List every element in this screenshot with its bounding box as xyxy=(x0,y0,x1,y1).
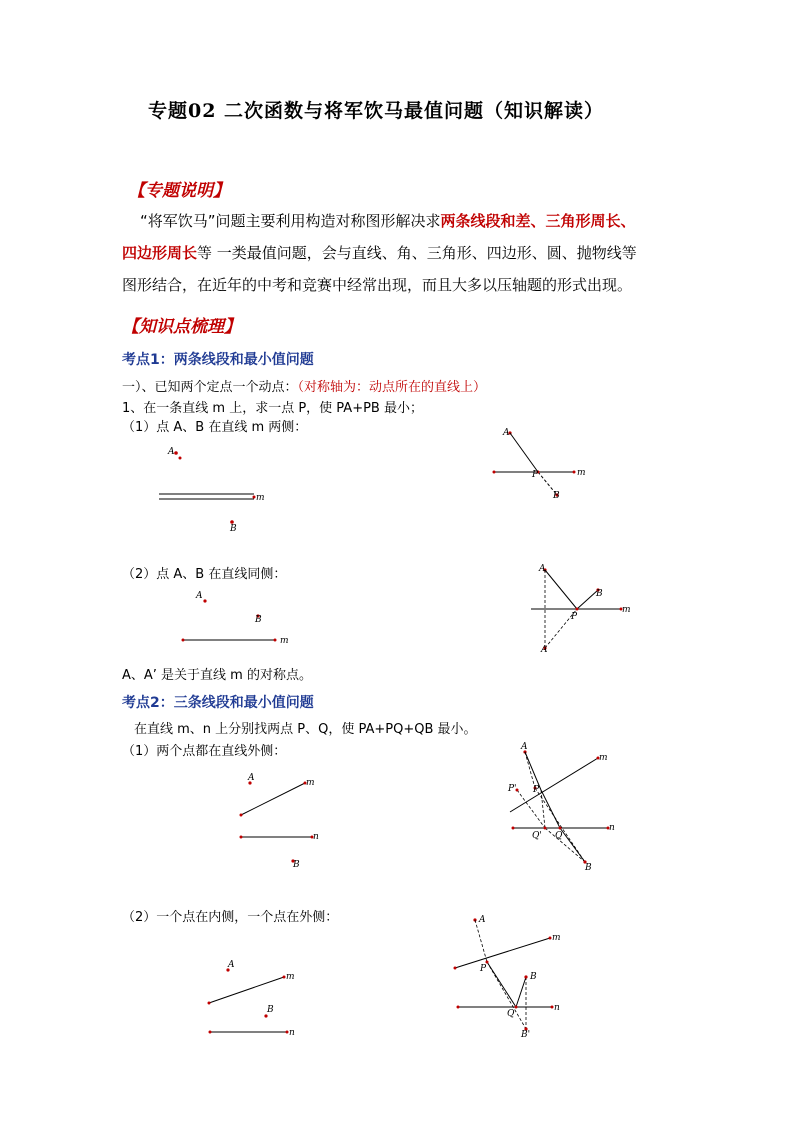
label-b: B xyxy=(596,589,603,599)
line-n-start-dot xyxy=(512,827,515,830)
point-q-dot xyxy=(515,1006,518,1009)
point1-sub2: 1、在一条直线 m 上，求一点 P，使 PA+PB 最小； xyxy=(122,401,423,416)
figure-inside-outside-solution xyxy=(450,910,580,1040)
figure-same-side-left xyxy=(175,585,305,650)
label-b: B xyxy=(230,524,237,534)
label-a: A xyxy=(539,564,546,574)
point1-sub1-text: 一）、已知两个定点一个动点： xyxy=(122,380,298,395)
label-n: n xyxy=(609,823,615,833)
point-p-dot xyxy=(576,608,579,611)
label-b: B xyxy=(293,860,300,870)
line-m xyxy=(241,783,305,815)
label-a: A xyxy=(168,447,175,457)
label-n: n xyxy=(289,1028,295,1038)
line-n-start-dot xyxy=(240,836,243,839)
label-q: Q xyxy=(507,1009,515,1019)
point-q-dot xyxy=(559,827,562,830)
label-m: m xyxy=(286,972,295,982)
segment-ap xyxy=(510,433,538,472)
line-n-start-dot xyxy=(209,1031,212,1034)
figure-opposite-sides-solution xyxy=(490,425,600,505)
figure-opposite-sides-left xyxy=(150,440,280,540)
label-b: B xyxy=(585,863,592,873)
figure-two-outside-solution xyxy=(505,740,635,875)
intro-line-3: 图形结合，在近年的中考和竞赛中经常出现，而且大多以压轴题的形式出现。 xyxy=(122,276,633,294)
label-p: P xyxy=(480,964,487,974)
point1-sub1 xyxy=(122,376,486,395)
label-b: B xyxy=(267,1005,274,1015)
label-b: B xyxy=(530,972,537,982)
label-a: A xyxy=(228,960,235,970)
label-a: A xyxy=(248,773,255,783)
line-m-start-dot xyxy=(182,639,185,642)
line-m xyxy=(455,938,550,968)
point-b-dot xyxy=(524,975,527,978)
label-m: m xyxy=(552,933,561,943)
intro-line-1-text: “将军饮马”问题主要利用构造对称图形解决求 xyxy=(140,212,441,230)
line-m-start-dot xyxy=(493,471,496,474)
point1-case1: （1）点 A、B 在直线 m 两侧： xyxy=(122,420,308,435)
label-p: P xyxy=(532,470,539,480)
label-a: A xyxy=(196,591,203,601)
point2-case2: （2）一个点在内侧，一个点在外侧： xyxy=(122,910,339,925)
label-a1: A xyxy=(541,645,548,655)
segment-q1b xyxy=(545,828,585,862)
label-q: Q xyxy=(555,831,563,841)
point1-case2: （2）点 A、B 在直线同侧： xyxy=(122,567,287,582)
label-p: P xyxy=(571,612,578,622)
label-b: B xyxy=(553,491,560,501)
point2-sub1: 在直线 m、n 上分别找两点 P、Q，使 PA+PQ+QB 最小。 xyxy=(134,722,477,737)
reflect-a xyxy=(525,752,535,788)
label-m: m xyxy=(622,605,631,615)
segment-pq xyxy=(541,790,560,828)
line-m xyxy=(510,758,598,812)
label-a: A xyxy=(503,428,510,438)
figure-two-outside-left xyxy=(235,770,335,870)
segment-p1q1 xyxy=(517,790,545,828)
figure-inside-outside-left xyxy=(200,960,310,1045)
segment-p1b xyxy=(535,788,585,862)
label-m: m xyxy=(306,778,315,788)
section-heading-topic: 【专题说明】 xyxy=(128,181,230,201)
point-a-dot xyxy=(203,599,206,602)
intro-line-1-highlight: 两条线段和差、三角形周长、 xyxy=(440,212,636,230)
intro-line-2-text: 等 一类最值问题，会与直线、角、三角形、四边形、圆、抛物线等 xyxy=(197,244,637,262)
label-b: B xyxy=(255,615,262,625)
point1-note: A、A’ 是关于直线 m 的对称点。 xyxy=(122,668,312,683)
segment-pq xyxy=(487,962,516,1007)
intro-line-2-highlight: 四边形周长 xyxy=(122,244,198,262)
segment-ap xyxy=(475,920,487,962)
point-q1-dot xyxy=(544,827,547,830)
line-m-end-dot xyxy=(274,639,277,642)
point2-heading: 考点2：三条线段和最小值问题 xyxy=(122,695,314,711)
point-a-dot xyxy=(174,451,178,455)
label-a: A xyxy=(479,915,486,925)
point2-case1: （1）两个点都在直线外侧： xyxy=(122,744,287,759)
label-p: P xyxy=(533,785,540,795)
line-m-start-dot xyxy=(454,967,457,970)
segment-qb xyxy=(516,977,526,1007)
intro-line-2 xyxy=(122,243,637,263)
figure-same-side-solution xyxy=(527,560,637,655)
point1-sub1-note: （对称轴为：动点所在的直线上） xyxy=(297,380,487,395)
line-m-end-dot xyxy=(573,471,576,474)
label-a: A xyxy=(521,742,528,752)
label-b1: B' xyxy=(521,1030,531,1040)
page-title: 专题02 二次函数与将军饮马最值问题（知识解读） xyxy=(148,100,605,122)
label-m: m xyxy=(599,753,608,763)
point1-heading: 考点1：两条线段和最小值问题 xyxy=(122,352,314,368)
label-p1: P' xyxy=(508,784,517,794)
label-n: n xyxy=(313,832,319,842)
label-m: m xyxy=(280,636,289,646)
segment-pb xyxy=(577,590,598,609)
label-m: m xyxy=(256,493,265,503)
line-m-start-dot xyxy=(208,1002,211,1005)
line-m-start-dot xyxy=(240,814,243,817)
line-m xyxy=(209,977,284,1003)
label-m: m xyxy=(577,468,586,478)
section-heading-knowledge: 【知识点梳理】 xyxy=(122,317,241,337)
intro-line-1 xyxy=(140,211,636,231)
segment-ap xyxy=(545,570,577,609)
line-n-start-dot xyxy=(457,1006,460,1009)
point-a-dot-shadow xyxy=(179,457,182,460)
label-n: n xyxy=(554,1003,560,1013)
label-q1: Q' xyxy=(532,831,542,841)
